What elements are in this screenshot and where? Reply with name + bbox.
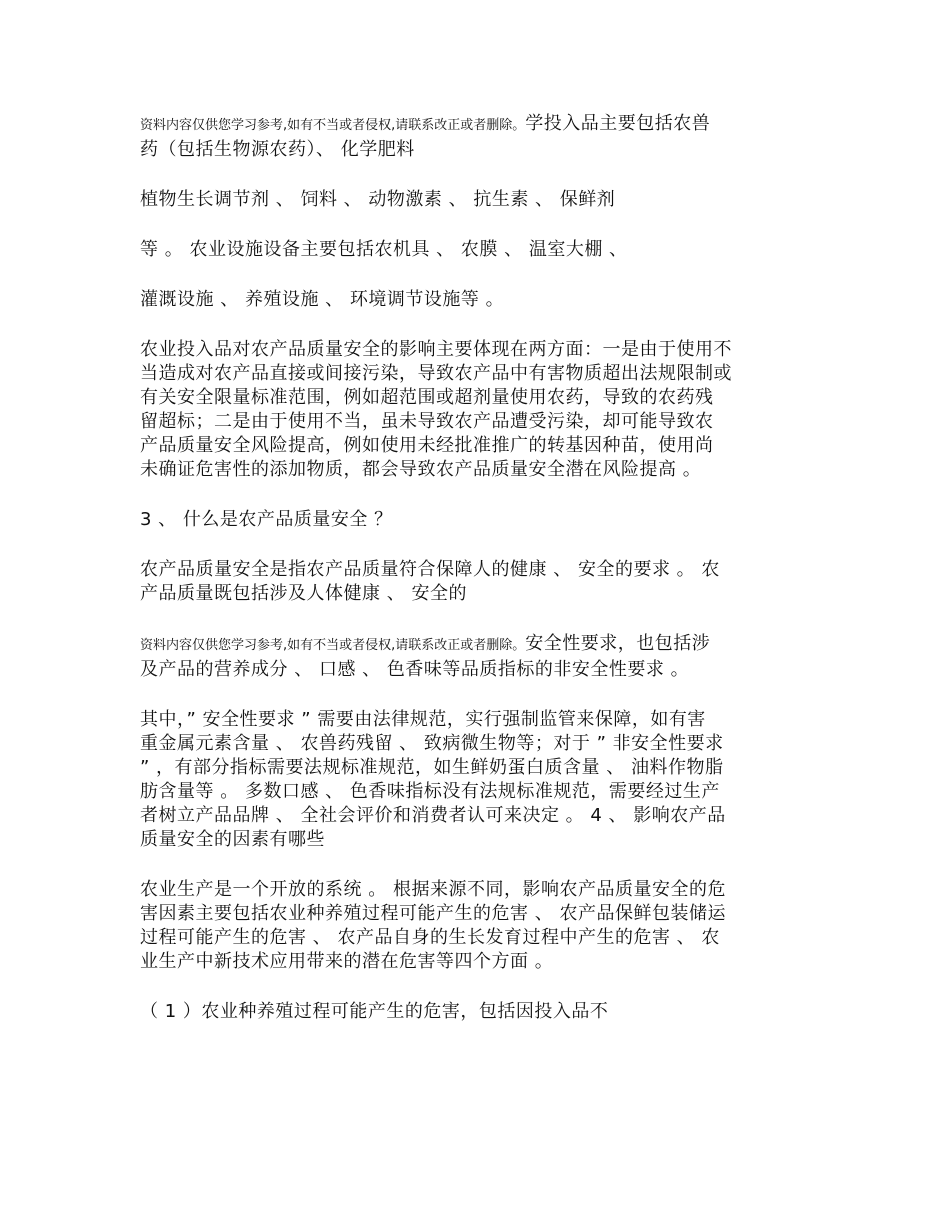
text-segment: 安全性要求，也包括涉: [525, 633, 711, 654]
text-line: 产品质量安全风险提高，例如使用未经批准推广的转基因种苗，使用尚: [140, 435, 714, 456]
text-line: 留超标；二是由于使用不当，虽未导致农产品遭受污染，却可能导致农: [140, 411, 714, 432]
disclaimer-text: 资料内容仅供您学习参考,如有不当或者侵权,请联系改正或者删除。: [140, 118, 526, 133]
paragraph-facilities-cont: 灌溉设施 、 养殖设施 、 环境调节设施等 。: [140, 289, 505, 310]
text-line: 农产品质量安全是指农产品质量符合保障人的健康 、 安全的要求 。 农: [140, 559, 720, 580]
paragraph-inputs-impact: [140, 338, 820, 482]
paragraph-facilities: 等 。 农业设施设备主要包括农机具 、 农膜 、 温室大棚 、: [140, 239, 628, 260]
paragraph-safety-requirements: [140, 708, 820, 852]
paragraph-hazard-factors: [140, 878, 820, 974]
disclaimer-text: 资料内容仅供您学习参考,如有不当或者侵权,请联系改正或者删除。: [140, 638, 526, 653]
text-line: 业生产中新技术应用带来的潜在危害等四个方面 。: [140, 951, 554, 972]
text-line: 农业生产是一个开放的系统 。 根据来源不同，影响农产品质量安全的危: [140, 879, 726, 900]
text-line: 未确证危害性的添加物质，都会导致农产品质量安全潜在风险提高 。: [140, 459, 702, 480]
text-line: ” ，有部分指标需要法规标准规范，如生鲜奶蛋白质含量 、 油料作物脂: [140, 757, 724, 778]
document-page: [140, 112, 820, 1024]
text-segment: 及产品的营养成分 、 口感 、 色香味等品质指标的非安全性要求 。: [140, 659, 690, 680]
text-line: 产品质量既包括涉及人体健康 、 安全的: [140, 583, 467, 604]
text-line: 者树立产品品牌 、 全社会评价和消费者认可来决定 。 4 、 影响农产品: [140, 805, 726, 826]
text-line: 有关安全限量标准范围，例如超范围或超剂量使用农药，导致的农药残: [140, 387, 714, 408]
text-line: 质量安全的因素有哪些: [140, 829, 325, 850]
paragraph-definition: [140, 558, 820, 606]
paragraph-inputs-list: 植物生长调节剂 、 饲料 、 动物激素 、 抗生素 、 保鲜剂: [140, 189, 616, 210]
section-heading-3: 3 、 什么是农产品质量安全 ？: [140, 509, 393, 530]
paragraph-definition-cont: [140, 632, 820, 682]
text-line: 其中，” 安全性要求 ” 需要由法律规范，实行强制监管来保障，如有害: [140, 709, 706, 730]
text-line: 农业投入品对农产品质量安全的影响主要体现在两方面：一是由于使用不: [140, 339, 732, 360]
text-line: 重金属元素含量 、 农兽药残留 、 致病微生物等；对于 ” 非安全性要求: [140, 733, 724, 754]
text-line: 害因素主要包括农业种养殖过程可能产生的危害 、 农产品保鲜包装储运: [140, 903, 726, 924]
text-line: 过程可能产生的危害 、 农产品自身的生长发育过程中产生的危害 、 农: [140, 927, 720, 948]
text-line: 肪含量等 。 多数口感 、 色香味指标没有法规标准规范，需要经过生产: [140, 781, 720, 802]
text-segment: 学投入品主要包括农兽: [525, 113, 711, 134]
paragraph-inputs-intro: [140, 112, 820, 162]
text-segment: 药（包括生物源农药）、 化学肥料: [140, 139, 415, 160]
paragraph-hazard-item-1: （ 1 ）农业种养殖过程可能产生的危害，包括因投入品不: [140, 1001, 609, 1022]
text-line: 当造成对农产品直接或间接污染，导致农产品中有害物质超出法规限制或: [140, 363, 732, 384]
